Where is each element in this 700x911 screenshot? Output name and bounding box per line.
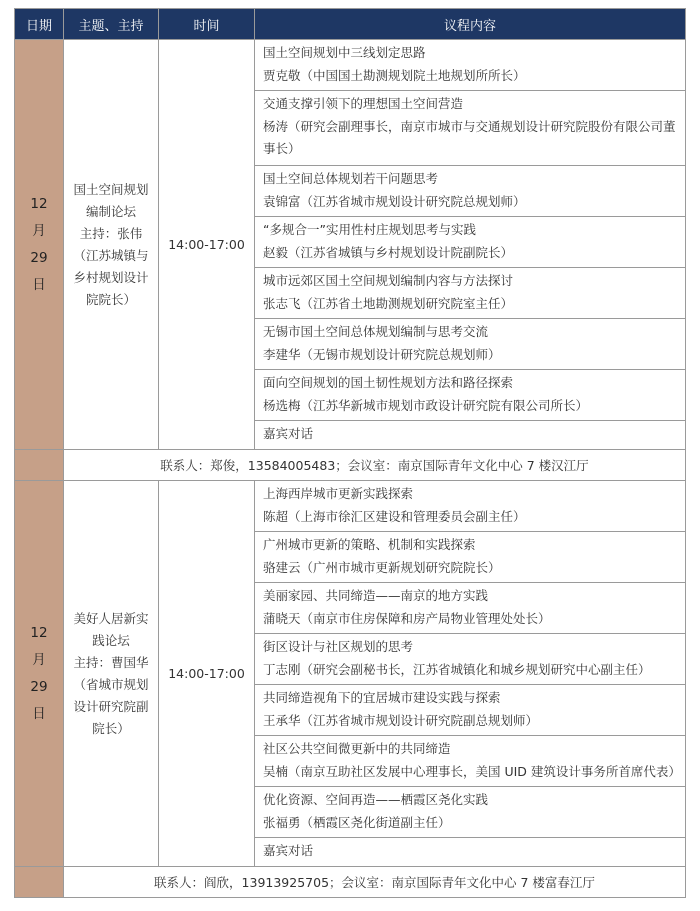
agenda-item-title: 嘉宾对话	[263, 426, 314, 441]
agenda-item	[255, 319, 686, 370]
agenda-item-speaker: 赵毅（江苏省城镇与乡村规划设计院副院长）	[263, 244, 514, 260]
topic-line: 国土空间规划	[73, 181, 149, 197]
agenda-item-speaker: 杨选梅（江苏华新城市规划市政设计研究院有限公司所长）	[263, 397, 589, 413]
date-part: 12	[30, 624, 48, 641]
agenda-item-title: 无锡市国土空间总体规划编制与思考交流	[263, 324, 489, 339]
session-time: 14:00-17:00	[159, 481, 255, 867]
header-agenda: 议程内容	[255, 9, 686, 40]
topic-line: 设计研究院副	[73, 698, 149, 714]
agenda-item-title: 国土空间总体规划若干问题思考	[263, 171, 439, 186]
agenda-item-title: 社区公共空间微更新中的共同缔造	[263, 741, 451, 756]
agenda-item	[255, 532, 686, 583]
session-date	[15, 481, 64, 867]
agenda-item	[255, 481, 686, 532]
agenda-item-speaker: 李建华（无锡市规划设计研究院总规划师）	[263, 346, 501, 362]
contact-row	[15, 450, 686, 481]
agenda-item	[255, 370, 686, 421]
topic-line: 编制论坛	[85, 203, 136, 219]
agenda-item-speaker: 张福勇（栖霞区尧化街道副主任）	[263, 814, 451, 830]
header-time: 时间	[159, 9, 255, 40]
agenda-item	[255, 736, 686, 787]
agenda-item-speaker: 丁志刚（研究会副秘书长，江苏省城镇化和城乡规划研究中心副主任）	[263, 661, 651, 677]
session-topic	[64, 40, 159, 450]
topic-line: 美好人居新实	[73, 610, 149, 626]
agenda-item	[255, 421, 686, 450]
agenda-item	[255, 634, 686, 685]
agenda-item-title: 城市远郊区国土空间规划编制内容与方法探讨	[263, 273, 514, 288]
topic-line: 院长）	[92, 720, 130, 736]
agenda-body	[15, 40, 686, 898]
session-time: 14:00-17:00	[159, 40, 255, 450]
session-topic	[64, 481, 159, 867]
agenda-item	[255, 787, 686, 838]
agenda-item	[255, 217, 686, 268]
agenda-item	[255, 838, 686, 867]
agenda-item-speaker: 贾克敬（中国国土勘测规划院土地规划所所长）	[263, 67, 526, 83]
agenda-item-title: 国土空间规划中三线划定思路	[263, 45, 426, 60]
topic-line: （江苏城镇与	[73, 247, 149, 263]
topic-line: 践论坛	[92, 632, 130, 648]
agenda-item-speaker: 张志飞（江苏省土地勘测规划研究院室主任）	[263, 295, 514, 311]
header-date: 日期	[15, 9, 64, 40]
contact-spacer	[15, 867, 64, 898]
header-row	[15, 9, 686, 40]
topic-line: 主持：曹国华	[73, 654, 149, 670]
contact-spacer	[15, 450, 64, 481]
date-part: 月	[32, 222, 46, 239]
date-part: 月	[32, 651, 46, 668]
session-date	[15, 40, 64, 450]
agenda-item	[255, 91, 686, 166]
agenda-item	[255, 268, 686, 319]
topic-line: 主持：张伟	[79, 225, 143, 241]
agenda-item	[255, 685, 686, 736]
agenda-item	[255, 166, 686, 217]
agenda-item-speaker: 蒲晓天（南京市住房保障和房产局物业管理处处长）	[263, 610, 551, 626]
agenda-item-title: 交通支撑引领下的理想国土空间营造	[263, 96, 464, 111]
agenda-row	[15, 481, 686, 532]
date-part: 29	[30, 678, 48, 695]
date-part: 日	[32, 705, 46, 722]
topic-line: 乡村规划设计	[73, 269, 149, 285]
topic-line: 院院长）	[85, 291, 136, 307]
agenda-item-speaker: 杨涛（研究会副理事长，南京市城市与交通规划设计研究院股份有限公司董事长）	[263, 118, 676, 156]
agenda-item-title: 面向空间规划的国土韧性规划方法和路径探索	[263, 375, 514, 390]
contact-info: 联系人：阎欣，13913925705；会议室：南京国际青年文化中心 7 楼富春江厅	[64, 867, 686, 898]
date-part: 29	[30, 249, 48, 266]
topic-line: （省城市规划	[73, 676, 149, 692]
agenda-item-speaker: 陈超（上海市徐汇区建设和管理委员会副主任）	[263, 508, 526, 524]
date-part: 12	[30, 195, 48, 212]
agenda-item-title: 上海西岸城市更新实践探索	[263, 486, 414, 501]
agenda-item	[255, 40, 686, 91]
agenda-item-title: “多规合一”实用性村庄规划思考与实践	[263, 222, 476, 237]
agenda-item-speaker: 骆建云（广州市城市更新规划研究院院长）	[263, 559, 501, 575]
agenda-table	[14, 8, 686, 898]
agenda-item-title: 嘉宾对话	[263, 843, 314, 858]
agenda-row	[15, 40, 686, 91]
contact-row	[15, 867, 686, 898]
agenda-item-speaker: 王承华（江苏省城市规划设计研究院副总规划师）	[263, 712, 539, 728]
agenda-item-title: 街区设计与社区规划的思考	[263, 639, 414, 654]
agenda-item-speaker: 吴楠（南京互助社区发展中心理事长，美国 UID 建筑设计事务所首席代表）	[263, 763, 681, 779]
date-part: 日	[32, 276, 46, 293]
contact-info: 联系人：郑俊，13584005483；会议室：南京国际青年文化中心 7 楼汉江厅	[64, 450, 686, 481]
agenda-item-title: 优化资源、空间再造——栖霞区尧化实践	[263, 792, 489, 807]
agenda-item-speaker: 袁锦富（江苏省城市规划设计研究院总规划师）	[263, 193, 526, 209]
header-topic: 主题、主持	[64, 9, 159, 40]
agenda-item-title: 广州城市更新的策略、机制和实践探索	[263, 537, 476, 552]
agenda-item-title: 美丽家园、共同缔造——南京的地方实践	[263, 588, 489, 603]
agenda-item	[255, 583, 686, 634]
agenda-item-title: 共同缔造视角下的宜居城市建设实践与探索	[263, 690, 501, 705]
